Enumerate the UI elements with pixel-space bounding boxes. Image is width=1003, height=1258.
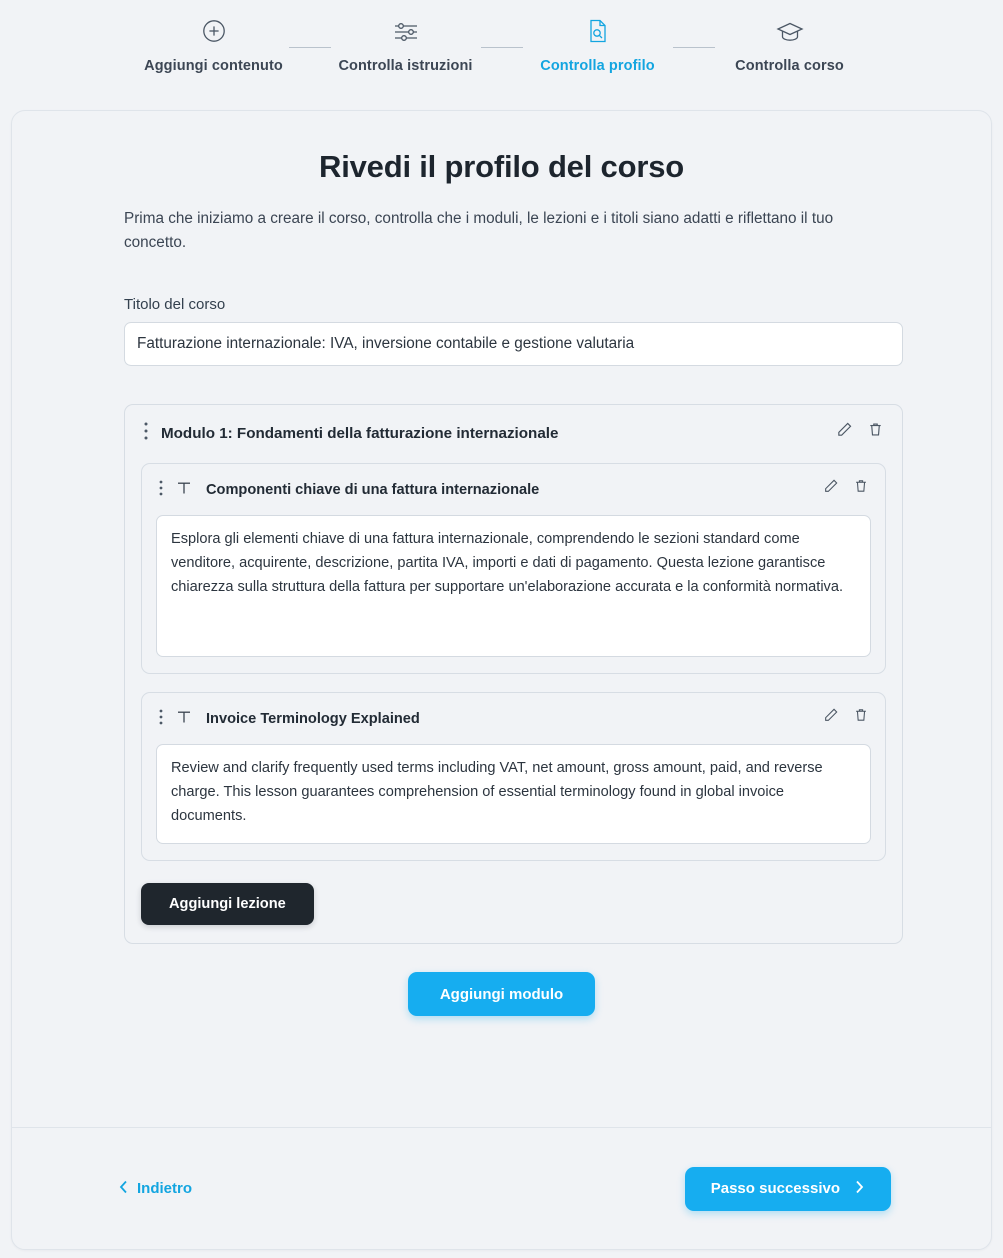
- next-step-label: Passo successivo: [710, 1180, 840, 1197]
- card-body: [12, 111, 991, 1016]
- add-module-button[interactable]: Aggiungi modulo: [408, 972, 595, 1016]
- sliders-icon: [392, 14, 420, 48]
- lesson-title: Invoice Terminology Explained: [206, 711, 420, 728]
- course-title-label: Titolo del corso: [124, 296, 226, 314]
- lesson-description-input[interactable]: [156, 744, 871, 844]
- lesson-header: [156, 478, 871, 502]
- lesson-card: [141, 692, 886, 861]
- delete-icon[interactable]: [853, 707, 869, 723]
- step-label: Controlla istruzioni: [338, 58, 473, 74]
- delete-icon[interactable]: [867, 421, 884, 438]
- document-search-icon: [586, 14, 610, 48]
- next-step-button[interactable]: [685, 1167, 891, 1211]
- back-button-label: Indietro: [137, 1180, 192, 1197]
- plus-circle-icon: [201, 14, 227, 48]
- edit-icon[interactable]: [823, 707, 839, 723]
- drag-handle-icon[interactable]: [141, 421, 151, 445]
- edit-icon[interactable]: [823, 478, 839, 494]
- step-connector: [673, 47, 715, 48]
- module-actions: [836, 421, 884, 438]
- step-aggiungi-contenuto[interactable]: [139, 14, 289, 74]
- graduation-cap-icon: [775, 14, 805, 48]
- lesson-header: [156, 707, 871, 731]
- step-label: Aggiungi contenuto: [144, 58, 283, 74]
- course-profile-card: [11, 110, 992, 1250]
- edit-icon[interactable]: [836, 421, 853, 438]
- chevron-right-icon: [854, 1179, 865, 1199]
- step-controlla-istruzioni[interactable]: [331, 14, 481, 74]
- step-controlla-profilo[interactable]: [523, 14, 673, 74]
- module-card: [124, 404, 903, 944]
- page-intro: Prima che iniziamo a creare il corso, controlla che i moduli, le lezioni e i titoli siano adatti e riflettano il tuo concetto.: [124, 210, 834, 251]
- drag-handle-icon[interactable]: [156, 479, 166, 501]
- card-footer: [12, 1127, 991, 1249]
- lesson-actions: [823, 707, 869, 723]
- back-button[interactable]: [112, 1178, 198, 1200]
- delete-icon[interactable]: [853, 478, 869, 494]
- step-connector: [289, 47, 331, 48]
- text-lesson-icon: [174, 478, 194, 503]
- lesson-card: [141, 463, 886, 674]
- module-header: [141, 421, 886, 445]
- progress-stepper: [0, 0, 1003, 74]
- step-label: Controlla profilo: [540, 58, 655, 74]
- lesson-description-input[interactable]: [156, 515, 871, 657]
- step-label: Controlla corso: [735, 58, 844, 74]
- module-title: Modulo 1: Fondamenti della fatturazione internazionale: [161, 424, 559, 442]
- lesson-actions: [823, 478, 869, 494]
- text-lesson-icon: [174, 707, 194, 732]
- step-connector: [481, 47, 523, 48]
- drag-handle-icon[interactable]: [156, 708, 166, 730]
- step-controlla-corso[interactable]: [715, 14, 865, 74]
- chevron-left-icon: [118, 1179, 129, 1199]
- add-lesson-button[interactable]: Aggiungi lezione: [141, 883, 314, 925]
- course-title-input[interactable]: [124, 322, 903, 366]
- page-title: Rivedi il profilo del corso: [319, 149, 684, 184]
- add-module-row: [124, 972, 879, 1016]
- lesson-title: Componenti chiave di una fattura internazionale: [206, 482, 540, 499]
